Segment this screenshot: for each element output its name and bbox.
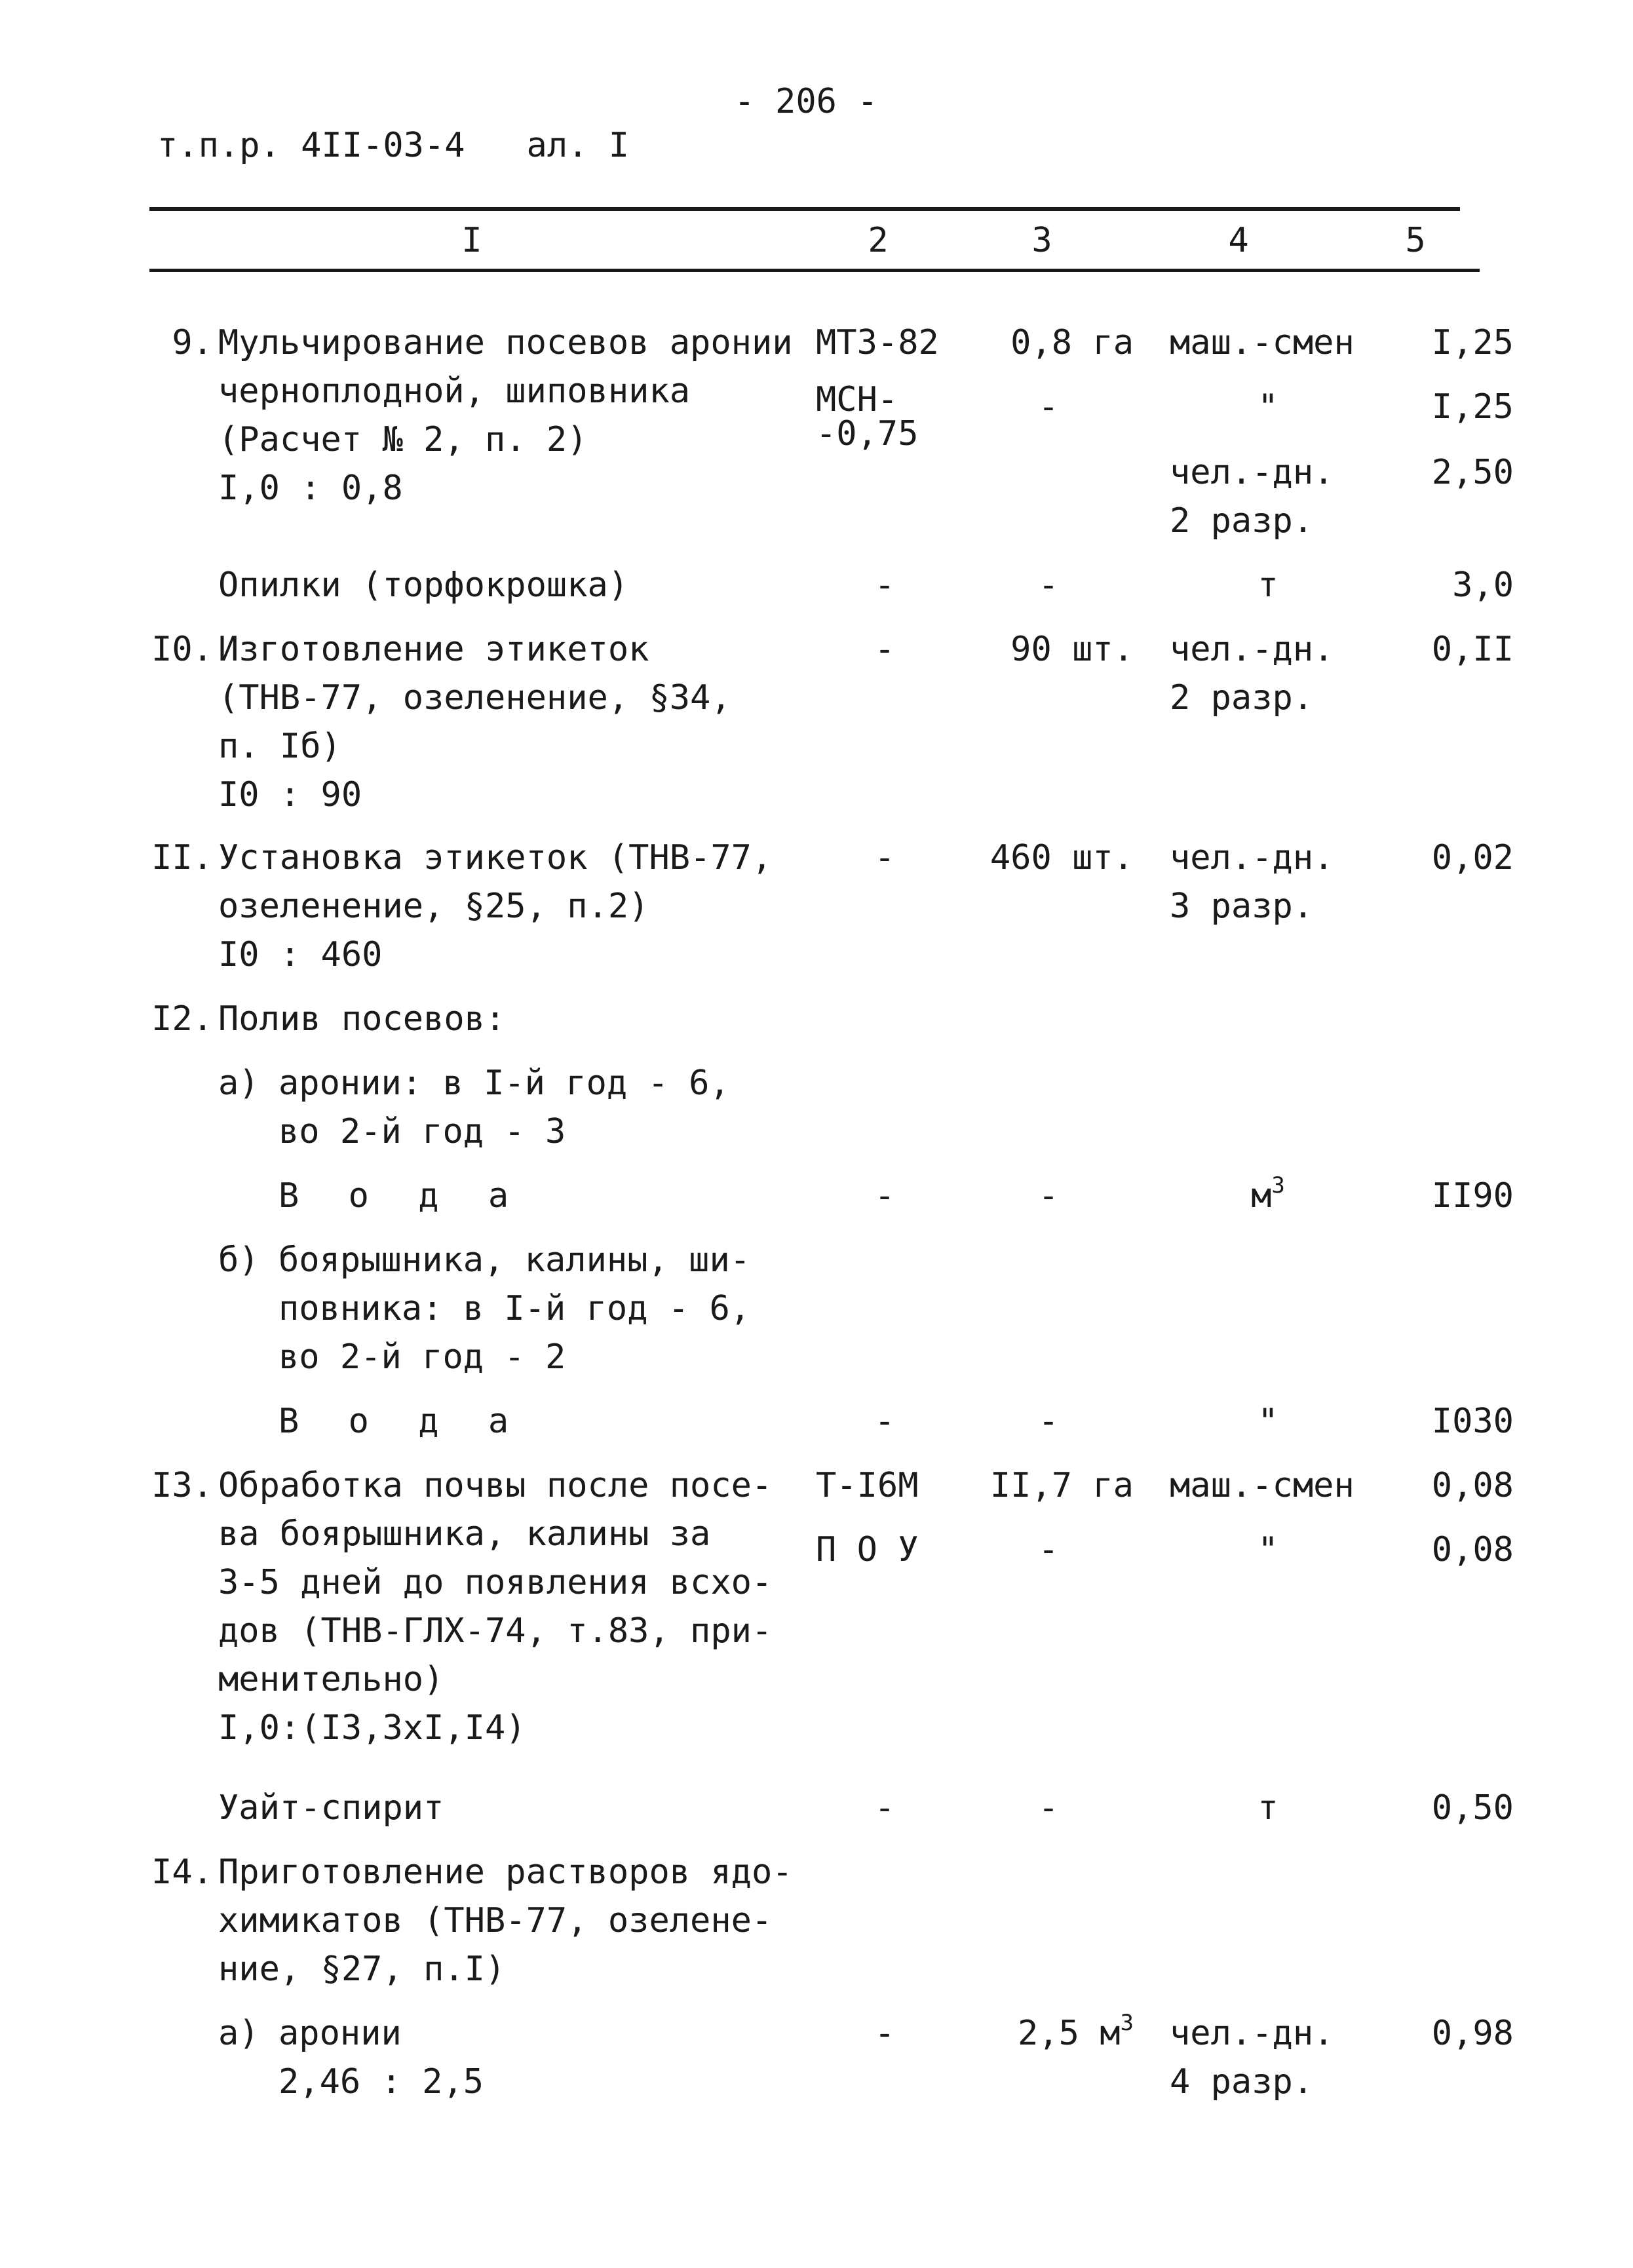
row-description-line: Приготовление растворов ядо- (218, 1853, 793, 1892)
material-label: Уайт-спирит (218, 1788, 444, 1828)
unit-cell: маш.-смен (1170, 323, 1354, 362)
machine-cell: МТЗ-82 (816, 323, 939, 362)
machine-cell: МСН- (816, 380, 898, 419)
row-number: I3. (151, 1466, 213, 1505)
value-cell: II90 (1431, 1176, 1514, 1216)
unit-cell: чел.-дн. (1170, 838, 1334, 877)
row-description-line: п. Iб) (218, 727, 341, 766)
ditto-mark: " (1258, 1530, 1278, 1569)
quantity-cell: - (1038, 1788, 1059, 1828)
row-description-line: аронии: в I-й год - 6, (279, 1064, 730, 1103)
material-label: В о д а (279, 1402, 524, 1441)
row-description-line: I,0:(I3,3xI,I4) (218, 1708, 526, 1748)
column-header-5: 5 (1405, 221, 1426, 260)
row-number: II. (151, 838, 213, 877)
value-cell: 0,98 (1431, 2014, 1514, 2053)
table-top-rule (149, 207, 1460, 211)
value-cell: 0,II (1431, 630, 1514, 669)
unit-cell: $м^3$ (1251, 1172, 1285, 1216)
sub-item-marker: а) (218, 2014, 259, 2053)
value-cell: 0,08 (1431, 1466, 1514, 1505)
sub-item-marker: б) (218, 1240, 259, 1280)
quantity-cell: - (1038, 1402, 1059, 1441)
value-cell: 0,50 (1431, 1788, 1514, 1828)
material-label: В о д а (279, 1176, 524, 1216)
ditto-mark: " (1258, 1402, 1278, 1441)
column-header-4: 4 (1228, 221, 1249, 260)
row-description-line: Изготовление этикеток (218, 630, 649, 669)
row-number: I2. (151, 999, 213, 1039)
row-description-line: Установка этикеток (ТНВ-77, (218, 838, 773, 877)
material-label: Опилки (торфокрошка) (218, 566, 629, 605)
row-description-line: Мульчирование посевов аронии (218, 323, 793, 362)
row-description-line: I,0 : 0,8 (218, 469, 403, 508)
ditto-mark: " (1258, 387, 1278, 427)
machine-cell: - (874, 566, 895, 605)
row-description-line: во 2-й год - 2 (279, 1337, 566, 1377)
row-description-line: I0 : 90 (218, 775, 362, 815)
machine-cell: - (874, 1402, 895, 1441)
row-description-line: 2,46 : 2,5 (279, 2062, 484, 2102)
machine-cell: - (874, 630, 895, 669)
unit-cell: 4 разр. (1170, 2062, 1314, 2102)
table-header-rule (149, 269, 1480, 272)
value-cell: 0,02 (1431, 838, 1514, 877)
machine-cell: -0,75 (816, 414, 919, 453)
row-description-line: (ТНВ-77, озеленение, §34, (218, 678, 731, 718)
value-cell: I,25 (1431, 323, 1514, 362)
row-description-line: 3-5 дней до появления всхо- (218, 1563, 773, 1602)
row-description-line: (Расчет № 2, п. 2) (218, 420, 588, 459)
value-cell: 3,0 (1452, 566, 1514, 605)
row-description-line: Полив посевов: (218, 999, 506, 1039)
value-cell: 2,50 (1431, 453, 1514, 492)
quantity-cell: 0,8 га (1010, 323, 1134, 362)
unit-cell: 3 разр. (1170, 887, 1314, 926)
machine-cell: - (874, 1788, 895, 1828)
quantity-cell: 460 шт. (989, 838, 1134, 877)
quantity-cell: 2,5 $м^3$ (1017, 2010, 1134, 2053)
row-description-line: дов (ТНВ-ГЛХ-74, т.83, при- (218, 1611, 773, 1651)
machine-cell: - (874, 2014, 895, 2053)
unit-cell: чел.-дн. (1170, 630, 1334, 669)
document-reference: т.п.р. 4ІІ-03-4 ал. I (157, 126, 630, 165)
machine-cell: П О У (816, 1530, 919, 1569)
quantity-cell: - (1038, 566, 1059, 605)
row-description-line: менительно) (218, 1660, 444, 1699)
row-number: I4. (151, 1853, 213, 1892)
row-number: 9. (172, 323, 213, 362)
row-description-line: повника: в I-й год - 6, (279, 1289, 751, 1328)
unit-cell: маш.-смен (1170, 1466, 1354, 1505)
unit-cell: т (1258, 1788, 1278, 1828)
machine-cell: - (874, 1176, 895, 1216)
machine-cell: - (874, 838, 895, 877)
value-cell: I,25 (1431, 387, 1514, 427)
row-description-line: I0 : 460 (218, 935, 383, 974)
unit-cell: 2 разр. (1170, 501, 1314, 541)
quantity-cell: II,7 га (989, 1466, 1134, 1505)
unit-cell: чел.-дн. (1170, 453, 1334, 492)
row-description-line: озеленение, §25, п.2) (218, 887, 649, 926)
unit-cell: чел.-дн. (1170, 2014, 1334, 2053)
page-number: - 206 - (734, 82, 878, 121)
quantity-cell: 90 шт. (1010, 630, 1134, 669)
row-description-line: ва боярышника, калины за (218, 1514, 711, 1554)
column-header-3: 3 (1031, 221, 1052, 260)
row-description-line: аронии (279, 2014, 402, 2053)
row-description-line: боярышника, калины, ши- (279, 1240, 751, 1280)
row-description-line: ние, §27, п.I) (218, 1950, 506, 1989)
column-header-1: I (461, 221, 482, 260)
value-cell: I030 (1431, 1402, 1514, 1441)
quantity-cell: - (1038, 1530, 1059, 1569)
value-cell: 0,08 (1431, 1530, 1514, 1569)
column-header-2: 2 (868, 221, 889, 260)
unit-cell: 2 разр. (1170, 678, 1314, 718)
unit-cell: т (1258, 566, 1278, 605)
row-description-line: во 2-й год - 3 (279, 1112, 566, 1151)
machine-cell: Т-I6М (816, 1466, 919, 1505)
quantity-cell: - (1038, 387, 1059, 427)
row-number: I0. (151, 630, 213, 669)
row-description-line: химикатов (ТНВ-77, озелене- (218, 1901, 773, 1940)
quantity-cell: - (1038, 1176, 1059, 1216)
row-description-line: Обработка почвы после посе- (218, 1466, 773, 1505)
sub-item-marker: а) (218, 1064, 259, 1103)
row-description-line: черноплодной, шиповника (218, 372, 691, 411)
